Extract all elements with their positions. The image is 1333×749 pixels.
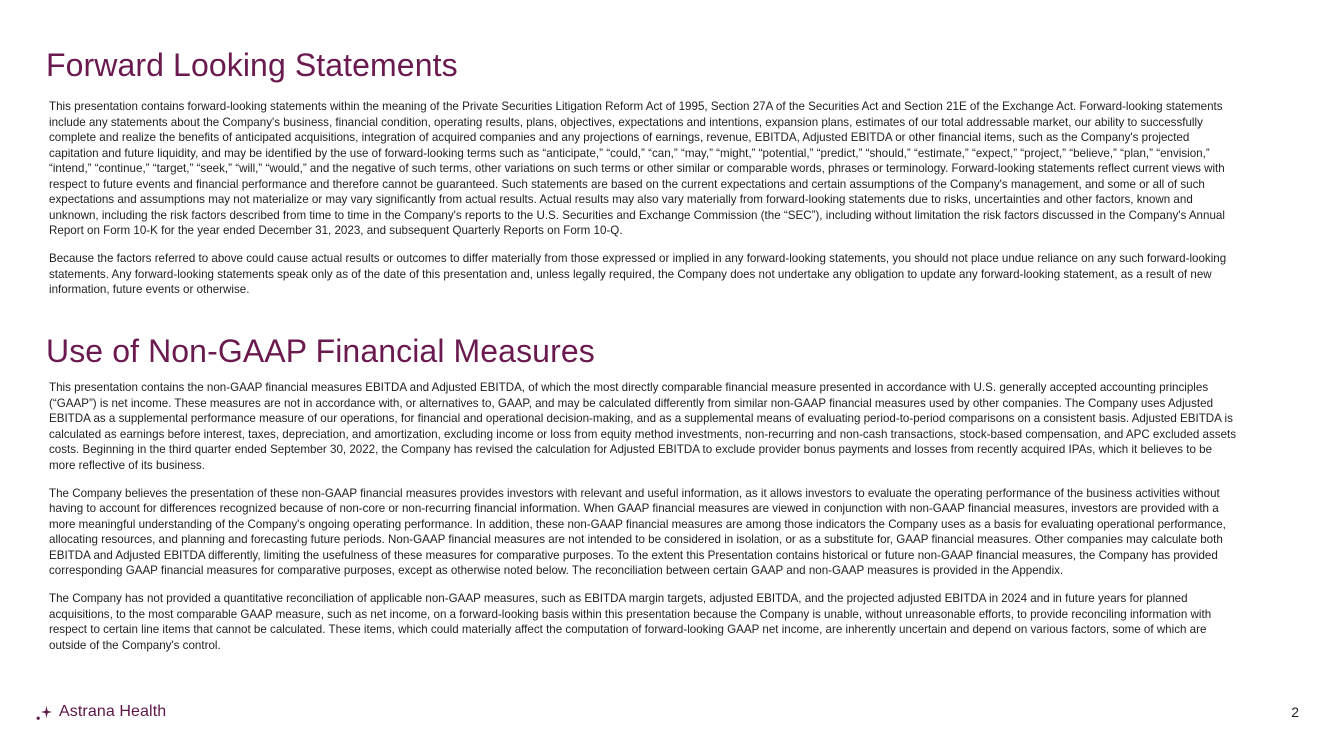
non-gaap-paragraph: This presentation contains the non-GAAP financial measures EBITDA and Adjusted EBITDA, of which the most directly comparable financial measure presented in accordance with U.S. generally accepted accounting principles (“GAAP”) is net income. These measures are not in accordance with, or alternatives to, GAAP, and may be calculated differently from similar non-GAAP financial measures used by other companies. The Company uses Adjusted EBITDA as a supplemental performance measure of our operations, for financial and operational decision-making, and as a supplemental means of evaluating period-to-period comparisons on a consistent basis. Adjusted EBITDA is calculated as earnings before interest, taxes, depreciation, and amortization, excluding income or loss from equity method investments, non-recurring and non-cash transactions, stock-based compensation, and APC excluded assets costs. Beginning in the third quarter ended September 30, 2022, the Company has revised the calculation for Adjusted EBITDA to exclude provider bonus payments and losses from recently acquired IPAs, which it believes to be more reflective of its business. <box>49 381 1237 472</box>
brand-name: Astrana Health <box>59 703 167 720</box>
forward-looking-paragraph: Because the factors referred to above could cause actual results or outcomes to differ materially from those expressed or implied in any forward-looking statements, you should not place undue reliance on any such forward-looking statements. Any forward-looking statements speak only as of the date of this presentation and, unless legally required, the Company does not undertake any obligation to update any forward-looking statement, as a result of new information, future events or otherwise. <box>49 252 1227 296</box>
brand-logo <box>36 703 166 721</box>
non-gaap-body <box>49 380 1241 653</box>
non-gaap-title: Use of Non-GAAP Financial Measures <box>46 333 595 369</box>
astrana-sparkle-icon <box>36 704 53 721</box>
non-gaap-paragraph: The Company has not provided a quantitative reconciliation of applicable non-GAAP measures, such as EBITDA margin targets, adjusted EBITDA, and the projected adjusted EBITDA in 2024 and in future years for planned acquisitions, to the most comparable GAAP measure, such as net income, on a forward-looking basis within this presentation because the Company is unable, without unreasonable efforts, to provide reconciling information with respect to certain line items that cannot be calculated. These items, which could materially affect the computation of forward-looking GAAP net income, are inherently uncertain and depend on various factors, some of which are outside of the Company's control. <box>49 592 1212 652</box>
non-gaap-paragraph: The Company believes the presentation of these non-GAAP financial measures provides investors with relevant and useful information, as it allows investors to evaluate the operating performance of the business activities without having to account for differences recognized because of non-core or non-recurring financial information. When GAAP financial measures are viewed in conjunction with non-GAAP financial measures, investors are provided with a more meaningful understanding of the Company's ongoing operating performance. In addition, these non-GAAP financial measures are among those indicators the Company uses as a basis for evaluating operational performance, allocating resources, and planning and forecasting future periods. Non-GAAP financial measures are not intended to be considered in isolation, or as a substitute for, GAAP financial measures. Other companies may calculate both EBITDA and Adjusted EBITDA differently, limiting the usefulness of these measures for comparative purposes. To the extent this Presentation contains historical or future non-GAAP financial measures, the Company has provided corresponding GAAP financial measures for comparative purposes, except as otherwise noted below. The reconciliation between certain GAAP and non-GAAP measures is provided in the Appendix. <box>49 486 1226 577</box>
forward-looking-body <box>49 99 1241 298</box>
forward-looking-paragraph: This presentation contains forward-looking statements within the meaning of the Private Securities Litigation Reform Act of 1995, Section 27A of the Securities Act and Section 21E of the Exchange Act. Forward-looking statements include any statements about the Company's business, financial condition, operating results, plans, objectives, expectations and intentions, expansion plans, estimates of our total addressable market, our ability to successfully complete and realize the benefits of anticipated acquisitions, integration of acquired companies and any projections of earnings, revenue, EBITDA, Adjusted EBITDA or other financial items, such as the Company's projected capitation and future liquidity, and may be identified by the use of forward-looking terms such as “anticipate,” “could,” “can,” “may,” “might,” “potential,” “predict,” “should,” “estimate,” “expect,” “project,” “believe,” “plan,” “envision,” “intend,” “continue,” “target,” “seek,” “will,” “would,” and the negative of such terms, other variations on such terms or other similar or comparable words, phrases or terminology. Forward-looking statements reflect current views with respect to future events and financial performance and therefore cannot be guaranteed. Such statements are based on the current expectations and certain assumptions of the Company's management, and some or all of such expectations and assumptions may not materialize or may vary significantly from actual results. Actual results may also vary materially from forward-looking statements due to risks, uncertainties and other factors, known and unknown, including the risk factors described from time to time in the Company's reports to the U.S. Securities and Exchange Commission (the “SEC”), including without limitation the risk factors discussed in the Company's Annual Report on Form 10-K for the year ended December 31, 2023, and subsequent Quarterly Reports on Form 10-Q. <box>49 100 1225 237</box>
forward-looking-title: Forward Looking Statements <box>46 47 458 83</box>
page-number: 2 <box>1291 704 1299 720</box>
